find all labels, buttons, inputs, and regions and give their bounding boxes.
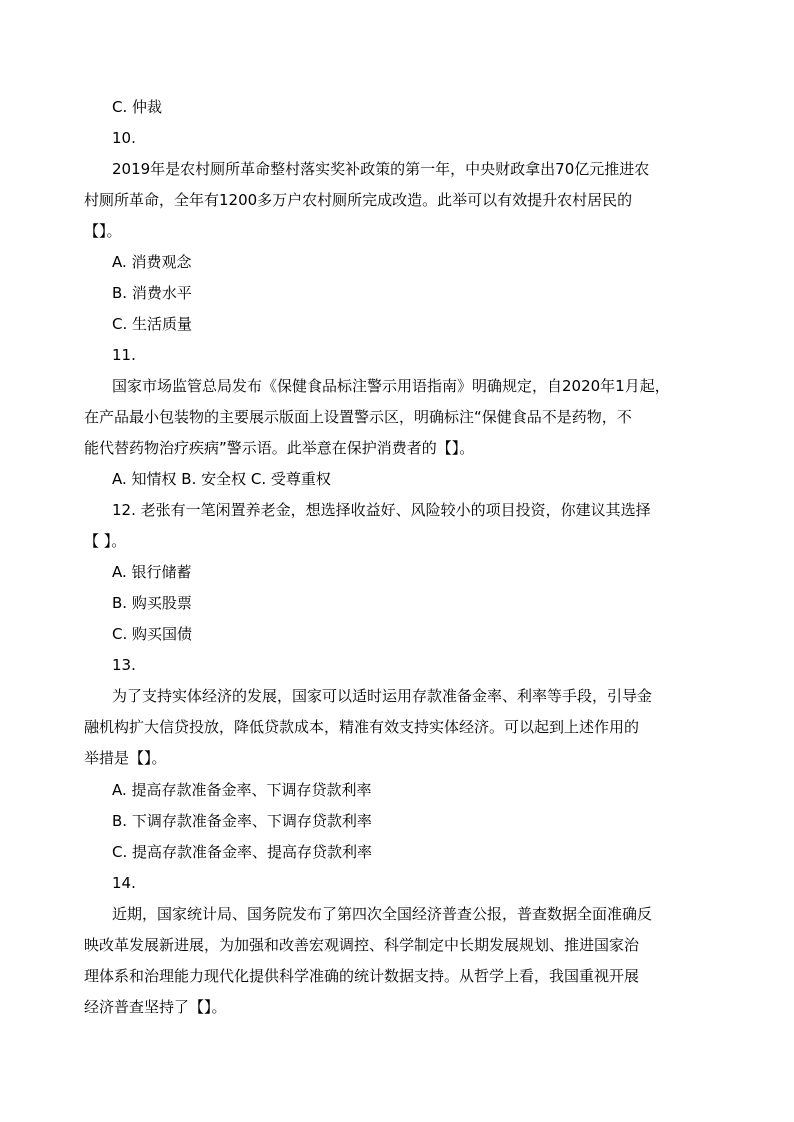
q13-text-line-2: 融机构扩大信贷投放，降低贷款成本，精准有效支持实体经济。可以起到上述作用的 — [84, 718, 640, 736]
q10-option-b: B. 消费水平 — [112, 284, 192, 302]
q11-options: A. 知情权 B. 安全权 C. 受尊重权 — [112, 470, 331, 488]
q10-number: 10. — [112, 129, 136, 147]
q13-option-a: A. 提高存款准备金率、下调存贷款利率 — [112, 781, 372, 799]
q13-option-c: C. 提高存款准备金率、提高存贷款利率 — [112, 843, 373, 861]
q12-text-line-1: 12. 老张有一笔闲置养老金，想选择收益好、风险较小的项目投资，你建议其选择 — [112, 501, 651, 519]
q14-text-line-3: 理体系和治理能力现代化提供科学准确的统计数据支持。从哲学上看，我国重视开展 — [84, 967, 640, 985]
q12-option-a: A. 银行储蓄 — [112, 563, 192, 581]
q13-number: 13. — [112, 656, 136, 674]
q11-text-line-2: 在产品最小包装物的主要展示版面上设置警示区，明确标注“保健食品不是药物，不 — [84, 408, 632, 426]
q14-text-line-4: 经济普查坚持了【】。 — [84, 998, 227, 1016]
q14-text-line-2: 映改革发展新进展，为加强和改善宏观调控、科学制定中长期发展规划、推进国家治 — [84, 936, 640, 954]
q14-number: 14. — [112, 874, 136, 892]
q10-text-line-1: 2019年是农村厕所革命整村落实奖补政策的第一年，中央财政拿出70亿元推进农 — [112, 160, 650, 178]
q11-text-line-3: 能代替药物治疗疾病”警示语。此举意在保护消费者的【】。 — [84, 439, 475, 457]
q13-option-b: B. 下调存款准备金率、下调存贷款利率 — [112, 812, 372, 830]
q10-text-line-3: 【】。 — [84, 222, 122, 240]
q10-text-line-2: 村厕所革命，全年有1200多万户农村厕所完成改造。此举可以有效提升农村居民的 — [84, 191, 633, 209]
q11-number: 11. — [112, 346, 136, 364]
q14-text-line-1: 近期，国家统计局、国务院发布了第四次全国经济普查公报，普查数据全面准确反 — [112, 905, 653, 923]
q12-option-b: B. 购买股票 — [112, 594, 192, 612]
q12-text-line-2: 【 】。 — [84, 532, 127, 550]
q12-option-c: C. 购买国债 — [112, 625, 193, 643]
q13-text-line-3: 举措是【】。 — [84, 749, 167, 767]
q10-option-c: C. 生活质量 — [112, 315, 193, 333]
q10-option-a: A. 消费观念 — [112, 253, 192, 271]
q11-text-line-1: 国家市场监管总局发布《保健食品标注警示用语指南》明确规定，自2020年1月起， — [112, 377, 670, 395]
q13-text-line-1: 为了支持实体经济的发展，国家可以适时运用存款准备金率、利率等手段，引导金 — [112, 687, 653, 705]
q9-option-c: C. 仲裁 — [112, 98, 163, 116]
